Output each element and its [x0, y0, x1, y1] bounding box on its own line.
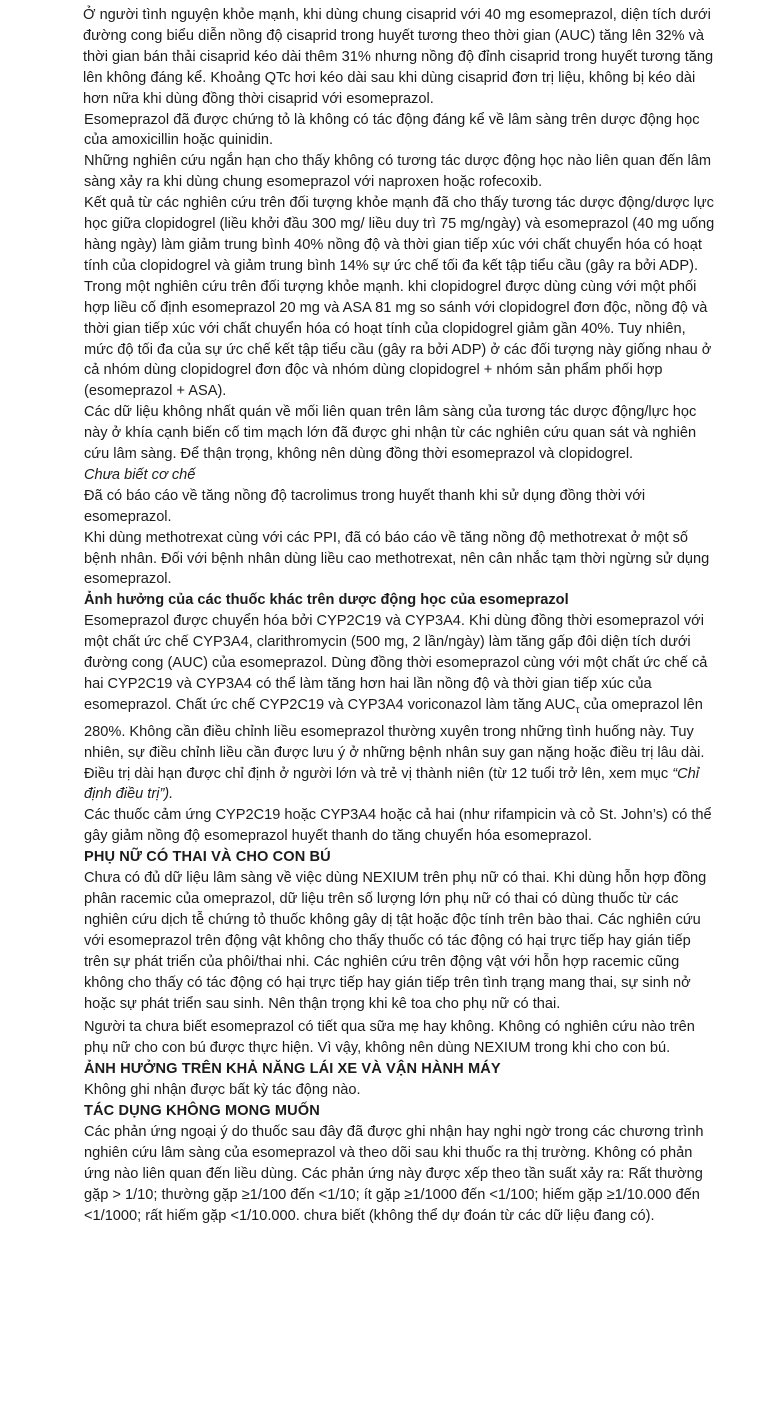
heading-other-drugs: Ảnh hưởng của các thuốc khác trên dược động học của esomeprazol — [84, 592, 569, 609]
paragraph-cyp-inducers: Các thuốc cảm ứng CYP2C19 hoặc CYP3A4 hoặc cả hai (như rifampicin và cỏ St. John’s) có thể gây giảm nồng độ esomeprazol huyết thanh do tăng chuyển hóa esomeprazol. — [84, 807, 712, 845]
subheading-unknown-mechanism: Chưa biết cơ chế — [84, 466, 196, 483]
cyp-text-part-2: của omeprazol lên 280%. Không cần điều chỉnh liều esomeprazol thường xuyên trong những tình huống này. Tuy nhiên, sự điều chỉnh liều cần được lưu ý ở những bệnh nhân suy gan nặng hoặc điều trị lâu dài. Điều trị dài hạn được chỉ định ở người lớn và trẻ vị thành niên (từ 12 tuổi trở lên, xem mục — [84, 696, 705, 782]
paragraph-side-effects: Các phản ứng ngoại ý do thuốc sau đây đã được ghi nhận hay nghi ngờ trong các chương trình nghiên cứu lâm sàng của esomeprazol và theo dõi sau khi thuốc ra thị trường. Không có phản ứng nào liên quan đến liều dùng. Các phản ứng này được xếp theo tần suất xảy ra: Rất thường gặp > 1/10; thường gặp ≥1/100 đến <1/10; ít gặp ≥1/1000 đến <1/100; hiếm gặp ≥1/10.000 đến <1/1000; rất hiếm gặp <1/10.000. chưa biết (không thể dự đoán từ các dữ liệu đang có). — [84, 1123, 704, 1224]
paragraph-cisaprid: Ở người tình nguyện khỏe mạnh, khi dùng chung cisaprid với 40 mg esomeprazol, diện tích dưới đường cong biểu diễn nồng độ cisaprid trong huyết tương theo thời gian (AUC) tăng lên 32% và thời gian bán thải cisaprid kéo dài thêm 31% nhưng nồng độ đỉnh cisaprid trong huyết tương tăng lên không đáng kể. Khoảng QTc hơi kéo dài sau khi dùng cisaprid đơn trị liệu, không bị kéo dài hơn nữa khi dùng đồng thời cisaprid với esomeprazol. — [83, 7, 714, 107]
paragraph-driving: Không ghi nhận được bất kỳ tác động nào. — [84, 1082, 361, 1099]
paragraph-methotrexat: Khi dùng methotrexat cùng với các PPI, đã có báo cáo về tăng nồng độ methotrexat ở một số bệnh nhân. Đối với bệnh nhân dùng liều cao methotrexat, nên cân nhắc tạm thời ngừng sử dụng esomeprazol. — [84, 529, 710, 588]
paragraph-amoxicillin: Esomeprazol đã được chứng tỏ là không có tác động đáng kể về lâm sàng trên dược động học của amoxicillin hoặc quinidin. — [84, 111, 700, 149]
paragraph-clopidogrel-study-2: Trong một nghiên cứu trên đối tượng khỏe mạnh. khi clopidogrel được dùng cùng với một phối hợp liều cố định esomeprazol 20 mg và ASA 81 mg so sánh với clopidogrel đơn độc, nồng độ và thời gian tiếp xúc với chất chuyển hóa có hoạt tính của clopidogrel giảm gần 40%. Tuy nhiên, mức độ tối đa của sự ức chế kết tập tiểu cầu (gây ra bởi ADP) ở các đối tượng này giống nhau ở cả nhóm dùng clopidogrel đơn độc và nhóm dùng clopidogrel + nhóm sản phẩm phối hợp (esomeprazol + ASA). — [84, 278, 712, 400]
cross-reference-indications: “Chỉ định điều trị”). — [84, 765, 699, 803]
auc-subscript: τ — [575, 704, 580, 716]
paragraph-pregnancy: Chưa có đủ dữ liệu lâm sàng về việc dùng NEXIUM trên phụ nữ có thai. Khi dùng hỗn hợp đồng phân racemic của omeprazol, dữ liệu trên số lượng lớn phụ nữ có thai có dùng thuốc từ các nghiên cứu dịch tễ chứng tỏ thuốc không gây dị tật hoặc độc tính trên bào thai. Các nghiên cứu với esomeprazol trên động vật không cho thấy thuốc có tác động có hại trực tiếp hay gián tiếp trên sự phát triển của phôi/thai nhi. Các nghiên cứu trên động vật với hỗn hợp racemic cũng không cho thấy có tác động có hại trực tiếp hay gián tiếp trên tình trạng mang thai, sự sinh nở hoặc sự phát triển sau sinh. Nên thận trọng khi kê toa cho phụ nữ có thai. — [84, 870, 707, 1012]
heading-side-effects: TÁC DỤNG KHÔNG MONG MUỐN — [84, 1103, 320, 1120]
paragraph-clopidogrel-study-1: Kết quả từ các nghiên cứu trên đối tượng khỏe mạnh đã cho thấy tương tác dược động/dược lực học giữa clopidogrel (liều khởi đầu 300 mg/ liều duy trì 75 mg/ngày) và esomeprazol (40 mg uống hàng ngày) làm giảm trung bình 40% nồng độ và thời gian tiếp xúc với chất chuyển hóa có hoạt tính của clopidogrel và giảm trung bình 14% sự ức chế tối đa kết tập tiểu cầu (gây ra bởi ADP). — [84, 195, 715, 274]
paragraph-clopidogrel-caution: Các dữ liệu không nhất quán về mối liên quan trên lâm sàng của tương tác dược động/lực học này ở khía cạnh biến cố tim mạch lớn đã được ghi nhận từ các nghiên cứu quan sát và nghiên cứu lâm sàng. Để thận trọng, không nên dùng đồng thời esomeprazol và clopidogrel. — [84, 404, 697, 463]
paragraph-cyp-metabolism — [84, 611, 716, 805]
document-body — [84, 0, 716, 1226]
paragraph-naproxen: Những nghiên cứu ngắn hạn cho thấy không có tương tác dược động học nào liên quan đến lâm sàng xảy ra khi dùng chung esomeprazol với naproxen hoặc rofecoxib. — [84, 153, 711, 191]
cyp-text-part-1: Esomeprazol được chuyển hóa bởi CYP2C19 và CYP3A4. Khi dùng đồng thời esomeprazol với một chất ức chế CYP3A4, clarithromycin (500 mg, 2 lần/ngày) làm tăng gấp đôi diện tích dưới đường cong (AUC) của esomeprazol. Dùng đồng thời esomeprazol cùng với một chất ức chế cả hai CYP2C19 và CYP3A4 có thể làm tăng hơn hai lần nồng độ và thời gian tiếp xúc của esomeprazol. Chất ức chế CYP2C19 và CYP3A4 voriconazol làm tăng AUC — [84, 613, 708, 713]
paragraph-tacrolimus: Đã có báo cáo về tăng nồng độ tacrolimus trong huyết thanh khi sử dụng đồng thời với esomeprazol. — [84, 487, 646, 525]
paragraph-breastfeeding: Người ta chưa biết esomeprazol có tiết qua sữa mẹ hay không. Không có nghiên cứu nào trên phụ nữ cho con bú được thực hiện. Vì vậy, không nên dùng NEXIUM trong khi cho con bú. — [84, 1019, 695, 1057]
heading-driving: ẢNH HƯỞNG TRÊN KHẢ NĂNG LÁI XE VÀ VẬN HÀNH MÁY — [84, 1061, 501, 1078]
heading-pregnancy: PHỤ NỮ CÓ THAI VÀ CHO CON BÚ — [84, 849, 331, 866]
